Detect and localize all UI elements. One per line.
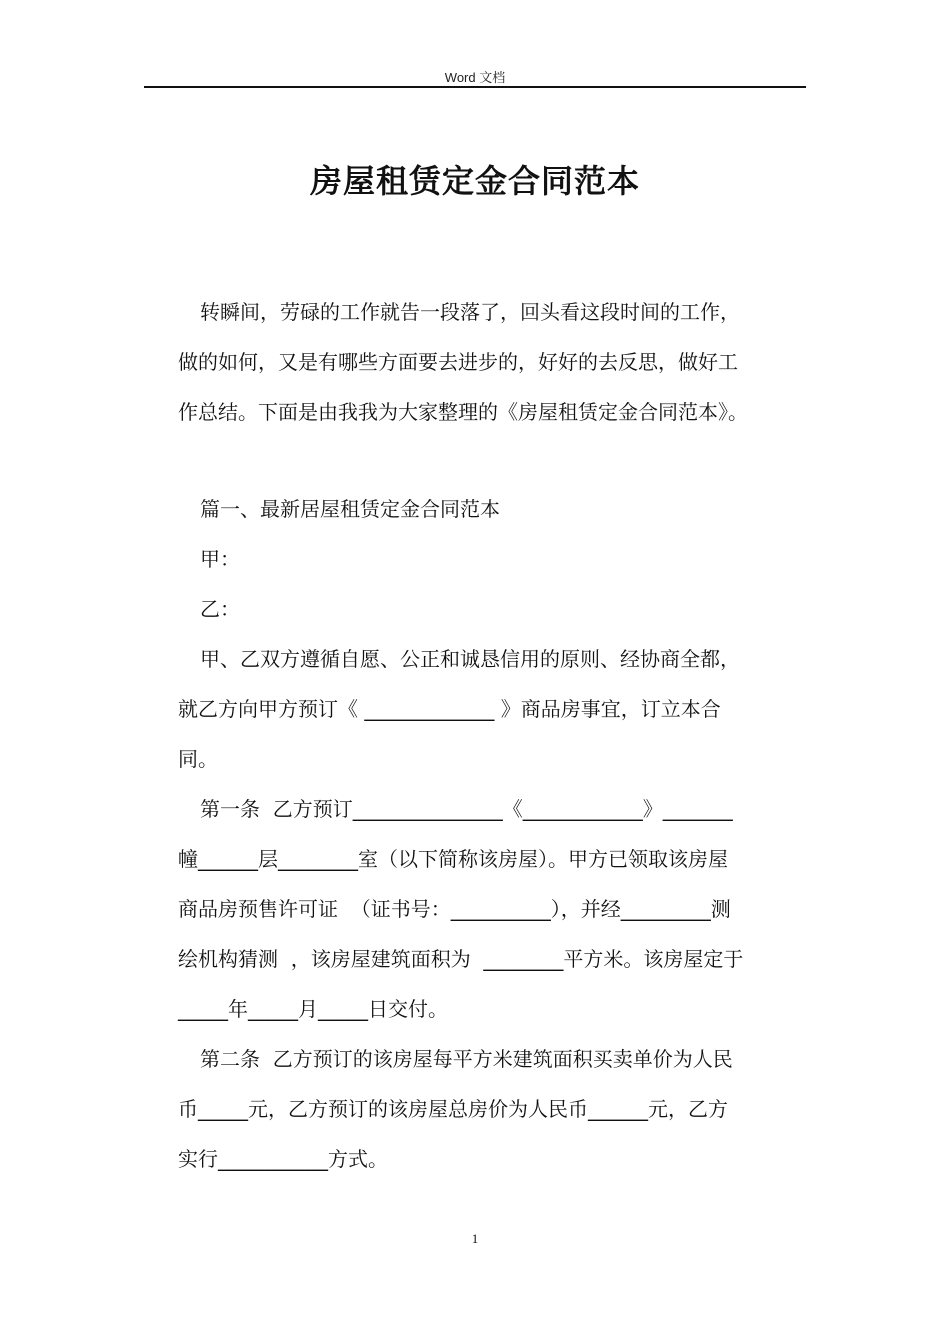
article2-line-3: 实行___________方式。	[178, 1147, 388, 1171]
intro-line-3: 作总结。下面是由我我为大家整理的《房屋租赁定金合同范本》。	[178, 400, 748, 424]
intro-line-1: 转瞬间，劳碌的工作就告一段落了，回头看这段时间的工作，	[200, 300, 740, 324]
article1-line-2: 幢______层________室（以下简称该房屋）。甲方已领取该房屋	[178, 847, 728, 871]
document-title: 房屋租赁定金合同范本	[309, 162, 640, 200]
article2-line-2: 币_____元，乙方预订的该房屋总房价为人民币______元，乙方	[178, 1097, 728, 1121]
preamble-line-2: 就乙方向甲方预订《 _____________ 》商品房事宜，订立本合	[178, 697, 721, 721]
page-number: 1	[471, 1231, 479, 1246]
header-rule	[144, 86, 806, 88]
party-a-label: 甲：	[200, 547, 240, 571]
preamble-line-1: 甲、乙双方遵循自愿、公正和诚恳信用的原则、经协商全都，	[200, 647, 740, 671]
article2-line-1: 第二条 乙方预订的该房屋每平方米建筑面积买卖单价为人民	[200, 1047, 733, 1071]
article1-line-5: _____年_____月_____日交付。	[178, 997, 448, 1021]
article1-line-4: 绘机构猜测 ，该房屋建筑面积为 ________平方米。该房屋定于	[178, 947, 744, 971]
party-b-label: 乙：	[200, 597, 240, 621]
page-header-text: Word 文档	[444, 70, 506, 85]
article1-line-1: 第一条 乙方预订_______________《____________》_______	[200, 797, 733, 821]
preamble-line-3: 同。	[178, 747, 218, 771]
article1-line-3: 商品房预售许可证 （证书号：__________），并经_________测	[178, 897, 731, 921]
intro-line-2: 做的如何，又是有哪些方面要去进步的，好好的去反思，做好工	[178, 350, 738, 374]
section-heading: 篇一、最新居屋租赁定金合同范本	[200, 497, 500, 521]
